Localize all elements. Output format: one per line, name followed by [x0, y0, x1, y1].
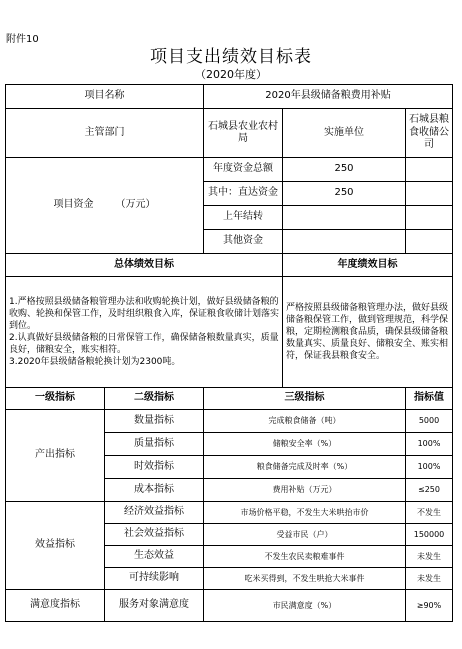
overall-goal-line: 2.认真做好县级储备粮的日常保管工作，确保储备粮数量真实，质量良好，储粮安全，账实相符。 [9, 333, 279, 356]
funds-unit: （万元） [115, 199, 156, 211]
indicator-level2: 时效指标 [105, 456, 204, 479]
indicator-level3: 粮食储备完成及时率（%） [204, 456, 406, 479]
funds-row-extra [406, 158, 453, 182]
implementing-unit-label: 实施单位 [283, 109, 406, 158]
indicator-group-name: 效益指标 [6, 502, 105, 590]
year-label: （2020年度） [195, 68, 267, 81]
performance-table [5, 84, 453, 622]
indicator-level3: 受益市民（户） [204, 524, 406, 546]
indicator-level3: 吃米买得到，不发生哄抢大米事件 [204, 568, 406, 590]
indicator-level2: 成本指标 [105, 479, 204, 502]
department-row [6, 109, 453, 158]
indicator-level2: 数量指标 [105, 410, 204, 433]
indicator-row [6, 590, 453, 622]
goals-header-row [6, 254, 453, 277]
indicator-level3: 费用补贴（万元） [204, 479, 406, 502]
overall-goal-line: 3.2020年县级储备粮轮换计划为2300吨。 [9, 357, 181, 368]
funds-row [6, 158, 453, 182]
indicator-header-row [6, 388, 453, 410]
project-row [6, 85, 453, 109]
level1-header: 一级指标 [6, 388, 105, 410]
indicator-level2: 服务对象满意度 [105, 590, 204, 622]
indicator-value: ≤250 [406, 479, 453, 502]
indicator-level3: 市场价格平稳，不发生大米哄抬市价 [204, 502, 406, 524]
department-label: 主管部门 [6, 109, 204, 158]
indicator-value: 不发生 [406, 502, 453, 524]
funds-row-value [283, 230, 406, 254]
indicator-level3: 不发生农民卖粮难事件 [204, 546, 406, 568]
indicator-group-name: 产出指标 [6, 410, 105, 502]
project-label: 项目名称 [6, 85, 204, 109]
overall-goal-text [6, 277, 283, 388]
indicator-row [6, 502, 453, 524]
indicator-value: 未发生 [406, 546, 453, 568]
funds-row-value: 250 [283, 182, 406, 206]
funds-row-label: 年度资金总额 [204, 158, 283, 182]
department-value: 石城县农业农村局 [204, 109, 283, 158]
value-header: 指标值 [406, 388, 453, 410]
indicator-level2: 生态效益 [105, 546, 204, 568]
funds-row-extra [406, 206, 453, 230]
implementing-unit-value: 石城县粮食收储公司 [406, 109, 453, 158]
indicator-level3: 储粮安全率（%） [204, 433, 406, 456]
funds-row-extra [406, 182, 453, 206]
page-title: 项目支出绩效目标表 [150, 47, 312, 67]
level3-header: 三级指标 [204, 388, 406, 410]
annual-goal-text: 严格按照县级储备粮管理办法，做好县级储备粮保管工作，做到管理规范，科学保粮，定期检测粮食品质，确保县级储备粮数量真实、质量良好、储粮安全、账实相符，保证我县粮食安全。 [283, 277, 453, 388]
indicator-group-name: 满意度指标 [6, 590, 105, 622]
indicator-level3: 市民满意度（%） [204, 590, 406, 622]
indicator-value: 150000 [406, 524, 453, 546]
annual-goal-header: 年度绩效目标 [283, 254, 453, 277]
indicator-value: ≥90% [406, 590, 453, 622]
funds-row-value: 250 [283, 158, 406, 182]
indicator-value: 未发生 [406, 568, 453, 590]
overall-goal-line: 1.严格按照县级储备粮管理办法和收购轮换计划，做好县级储备粮的收购、轮换和保管工作，及时组织粮食入库，保证粮食收储计划落实到位。 [9, 296, 280, 331]
indicator-level2: 经济效益指标 [105, 502, 204, 524]
indicator-level2: 社会效益指标 [105, 524, 204, 546]
indicator-value: 5000 [406, 410, 453, 433]
indicator-level3: 完成粮食储备（吨） [204, 410, 406, 433]
project-value: 2020年县级储备粮费用补贴 [204, 85, 453, 109]
attachment-label: 附件10 [6, 34, 39, 45]
indicator-level2: 可持续影响 [105, 568, 204, 590]
indicator-value: 100% [406, 433, 453, 456]
funds-row-label: 其中：直达资金 [204, 182, 283, 206]
funds-row-extra [406, 230, 453, 254]
goals-row [6, 277, 453, 388]
indicator-row [6, 410, 453, 433]
funds-label: 项目资金 [53, 199, 94, 211]
funds-row-value [283, 206, 406, 230]
funds-row-label: 上年结转 [204, 206, 283, 230]
indicator-value: 100% [406, 456, 453, 479]
funds-row-label: 其他资金 [204, 230, 283, 254]
indicator-level2: 质量指标 [105, 433, 204, 456]
funds-label-cell [6, 158, 204, 254]
overall-goal-header: 总体绩效目标 [6, 254, 283, 277]
level2-header: 二级指标 [105, 388, 204, 410]
